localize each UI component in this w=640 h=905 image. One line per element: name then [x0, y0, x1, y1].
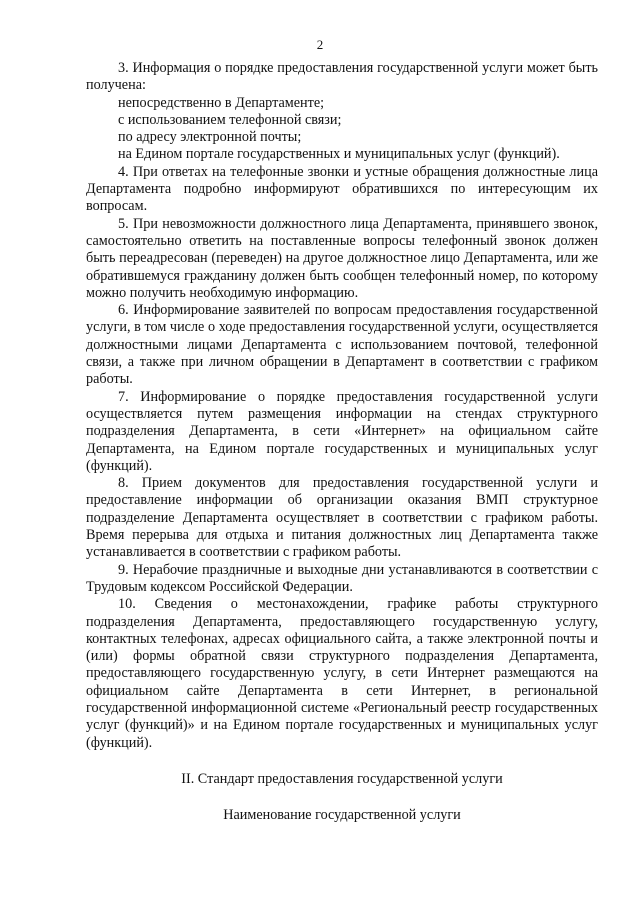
paragraph-7: 7. Информирование о порядке предоставления государственной услуги осуществляется путем размещения информации на стендах структурного подразделения Департамента, в сети «Интернет» на официальном сайте Департамента, на Едином портале государственных и муниципальных услуг (функций).: [86, 388, 598, 474]
paragraph-10: 10. Сведения о местонахождении, графике работы структурного подразделения Департамента, предоставляющего государственную услугу, контактных телефонах, адресах официального сайта, а также электронной почты и (или) формы обратной связи структурного подразделения Департамента, предоставляющего государственную услугу, в сети Интернет размещаются на официальном сайте Департамента в сети Интернет, в региональной государственной информационной системе «Региональный реестр государственных услуг (функций)» и на Едином портале государственных и муниципальных услуг (функций).: [86, 596, 598, 751]
list-item: с использованием телефонной связи;: [118, 111, 342, 128]
paragraph-3: 3. Информация о порядке предоставления государственной услуги может быть получена:: [86, 60, 598, 94]
paragraph-6: 6. Информирование заявителей по вопросам предоставления государственной услуги, в том числе о ходе предоставления государственной услуги, осуществляется должностными лицами Департамента с использованием почтовой, телефонной связи, а также при личном обращении в Департамент в соответствии с графиком работы.: [86, 302, 598, 388]
paragraph-5: 5. При невозможности должностного лица Департамента, принявшего звонок, самостоятельно ответить на поставленные вопросы телефонный звонок должен быть переадресован (переведен) на другое должностное лицо Департамента, или же обратившемуся гражданину должен быть сообщен телефонный номер, по которому можно получить необходимую информацию.: [86, 215, 598, 301]
section-heading: II. Стандарт предоставления государственной услуги: [181, 770, 503, 787]
paragraph-9: 9. Нерабочие праздничные и выходные дни устанавливаются в соответствии с Трудовым кодексом Российской Федерации.: [86, 561, 598, 595]
paragraph-4: 4. При ответах на телефонные звонки и устные обращения должностные лица Департамента подробно информируют обратившихся по интересующим их вопросам.: [86, 163, 598, 215]
document-body: [86, 60, 598, 824]
list-item: непосредственно в Департаменте;: [118, 94, 325, 111]
list-item: на Едином портале государственных и муниципальных услуг (функций).: [118, 146, 560, 163]
page-number: 2: [316, 37, 324, 52]
list-item: по адресу электронной почты;: [118, 129, 302, 146]
paragraph-8: 8. Прием документов для предоставления государственной услуги и предоставление информации об организации оказания ВМП структурное подразделение Департамента осуществляет в соответствии с графиком работы. Время перерыва для отдыха и питания должностных лиц Департамента также устанавливается в соответствии с графиком работы.: [86, 475, 598, 561]
subsection-heading: Наименование государственной услуги: [223, 807, 461, 824]
